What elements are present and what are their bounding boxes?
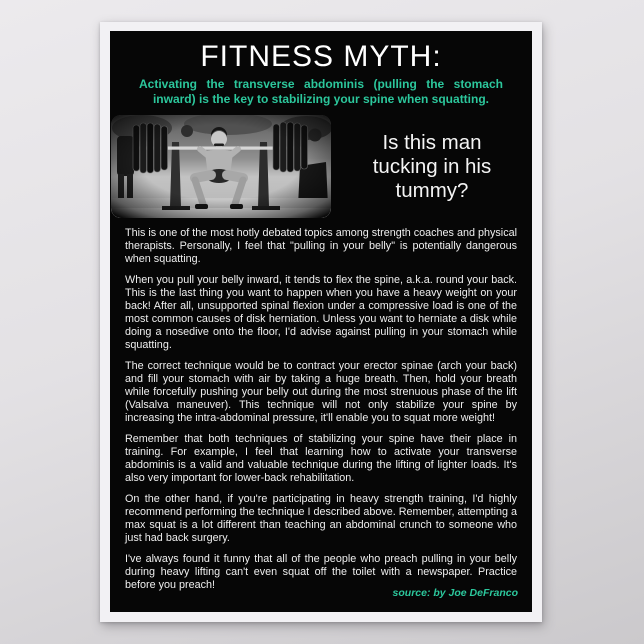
body-paragraph: On the other hand, if you're participating in heavy strength training, I'd highly recommend performing the technique I described above. Remember, attempting a max squat is a lot different than teaching an abdominal crunch to someone who just had back surgery. [125, 493, 517, 544]
squat-photo [110, 114, 332, 219]
body-copy [125, 227, 517, 592]
body-paragraph: Remember that both techniques of stabilizing your spine have their place in training. For example, I feel that learning how to activate your transverse abdominis is a valid and valuable technique during the lifting of lighter loads. It's also very important for lower-back rehabilitation. [125, 433, 517, 484]
body-paragraph: The correct technique would be to contract your erector spinae (arch your back) and fill your stomach with air by taking a huge breath. Then, hold your breath while forcefully pushing your belly out during the most strenuous phase of the lift (Valsalva maneuver). This technique will not only stabilize your spine by increasing the intra-abdominal pressure, it'll enable you to squat more weight! [125, 360, 517, 424]
poster-print-area [110, 31, 532, 612]
body-paragraph: This is one of the most hotly debated topics among strength coaches and physical therapists. Personally, I feel that "pulling in your belly" is potentially dangerous when squatting. [125, 227, 517, 265]
poster-paper [100, 22, 542, 622]
photo-caption: Is this man tucking in his tummy? [372, 130, 492, 202]
photo-row [110, 114, 532, 219]
caption-area [332, 114, 532, 219]
source-credit: source: by Joe DeFranco [392, 587, 518, 599]
poster-subtitle: Activating the transverse abdominis (pulling the stomach inward) is the key to stabilizing your spine when squatting. [139, 77, 503, 106]
body-paragraph: I've always found it funny that all of the people who preach pulling in your belly during heavy lifting can't even squat off the toilet with a newspaper. Practice before you preach! [125, 553, 517, 591]
poster-title: FITNESS MYTH: [200, 40, 442, 73]
body-paragraph: When you pull your belly inward, it tends to flex the spine, a.k.a. round your back. This is the last thing you want to happen when you have a heavy weight on your back! After all, unsupported spinal flexion under a compressive load is one of the most common causes of disk herniation. Unless you want to herniate a disk while doing a nosedive onto the floor, I'd advise against pulling in your stomach while squatting. [125, 274, 517, 351]
